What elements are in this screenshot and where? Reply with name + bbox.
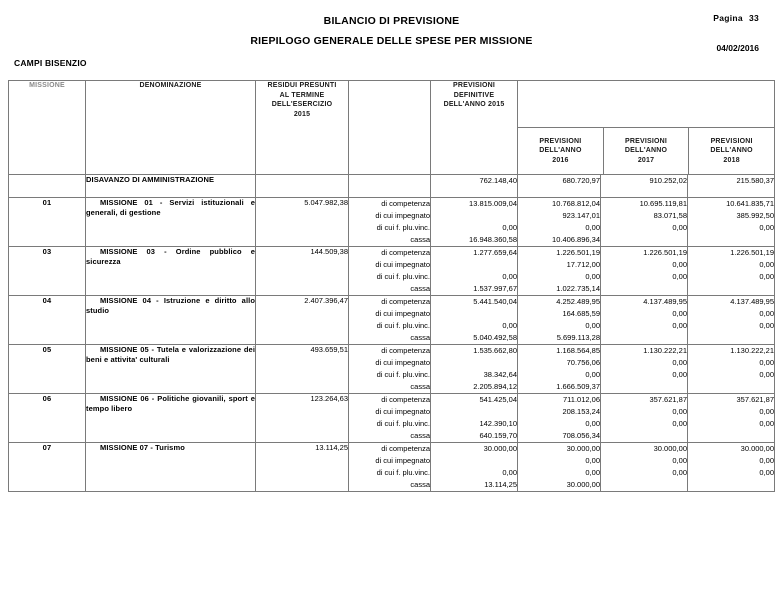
cell-missione: [9, 175, 86, 198]
val-2016-competenza: 1.226.501,19: [556, 248, 600, 257]
cell-denominazione: MISSIONE 05 - Tutela e valorizzazione dei beni e attivita' culturali: [86, 345, 256, 394]
cell-residui: 123.264,63: [256, 394, 349, 443]
cell-missione: 04: [9, 296, 86, 345]
col-header-definitive-line2: DEFINITIVE: [453, 91, 495, 99]
val-definitive-2015-competenza: 1.535.662,80: [473, 346, 517, 355]
row-label-competenza: di competenza: [381, 248, 430, 257]
cell-previsioni-2017: [601, 296, 688, 345]
cell-previsioni-2017: [601, 443, 688, 492]
val-2017-cassa: [601, 430, 687, 442]
val-definitive-2015-fpv: 142.390,10: [479, 419, 517, 428]
cell-previsioni-2018: [688, 296, 775, 345]
val-2017-cassa: [601, 234, 687, 246]
row-label-cassa: cassa: [410, 235, 430, 244]
row-label-cassa: cassa: [410, 480, 430, 489]
row-label-fpv: di cui f. plu.vinc.: [376, 370, 430, 379]
val-2018-fpv: 0,00: [759, 272, 775, 281]
val-2018-cassa: [688, 479, 774, 491]
val-definitive-2015-fpv: 0,00: [502, 468, 517, 477]
cell-previsioni-2017: [601, 394, 688, 443]
val-2018-cassa: [688, 332, 774, 344]
row-label-fpv: di cui f. plu.vinc.: [376, 272, 430, 281]
val-2018-fpv: 0,00: [759, 468, 775, 477]
val-2016-fpv: 0,00: [585, 419, 600, 428]
val-definitive-2015-impegnato: [431, 308, 517, 320]
col-header-previsioni-definitive: [431, 81, 518, 175]
col-header-prev2016-line1: PREVISIONI: [539, 137, 582, 145]
cell-row-labels: [349, 198, 431, 247]
row-label-competenza: di competenza: [381, 297, 430, 306]
table-row: [9, 443, 775, 492]
cell-previsioni-2017: [601, 198, 688, 247]
row-label-cassa: cassa: [410, 284, 430, 293]
table-row: [9, 296, 775, 345]
cell-residui: 493.659,51: [256, 345, 349, 394]
val-definitive-2015-cassa: 1.537.997,67: [473, 284, 517, 293]
cell-residui: 5.047.982,38: [256, 198, 349, 247]
table-body: [9, 175, 775, 492]
col-header-residui-line4: 2015: [293, 110, 311, 118]
col-header-prev2018-line3: 2018: [723, 156, 740, 164]
val-2018-impegnato: 0,00: [759, 407, 775, 416]
page-label: Pagina: [713, 13, 743, 23]
val-2016-competenza: 10.768.812,04: [552, 199, 600, 208]
row-label-cassa: cassa: [410, 333, 430, 342]
val-2018-competenza: 1.130.222,21: [730, 346, 775, 355]
cell-residui: 13.114,25: [256, 443, 349, 492]
val-2018-impegnato: 0,00: [759, 358, 775, 367]
cell-denominazione: MISSIONE 07 - Turismo: [86, 443, 256, 492]
val-definitive-2015-fpv: 0,00: [502, 223, 517, 232]
cell-previsioni-2018: [688, 247, 775, 296]
cell-previsioni-definitive-2015: [431, 296, 518, 345]
row-label-fpv: di cui f. plu.vinc.: [376, 321, 430, 330]
cell-residui: [256, 175, 349, 198]
document-title: BILANCIO DI PREVISIONE: [323, 15, 460, 27]
row-label-impegnato: di cui impegnato: [375, 358, 430, 367]
cell-previsioni-definitive-2015: [431, 345, 518, 394]
cell-row-labels: [349, 247, 431, 296]
val-2017-fpv: 0,00: [672, 272, 687, 281]
row-label-cassa: cassa: [410, 382, 430, 391]
val-definitive-2015-cassa: 5.040.492,58: [473, 333, 517, 342]
val-2018-cassa: [688, 381, 774, 393]
val-2016-impegnato: 164.685,59: [562, 309, 600, 318]
cell-previsioni-2018: [688, 198, 775, 247]
row-label-competenza: di competenza: [381, 199, 430, 208]
cell-row-labels: [349, 443, 431, 492]
col-header-denominazione: [86, 81, 256, 175]
document-subtitle: RIEPILOGO GENERALE DELLE SPESE PER MISSIONE: [250, 35, 533, 47]
val-2018-fpv: 0,00: [759, 321, 775, 330]
val-2016-impegnato: 923.147,01: [562, 211, 600, 220]
val-2016-competenza: 4.252.489,95: [556, 297, 600, 306]
cell-previsioni-definitive-2015: [431, 443, 518, 492]
col-header-definitive-line3: DELL'ANNO 2015: [443, 101, 505, 108]
document-date: 04/02/2016: [716, 43, 759, 53]
table-row: [9, 345, 775, 394]
val-2017-competenza: 1.130.222,21: [643, 346, 687, 355]
col-header-prev2017-line2: DELL'ANNO: [624, 147, 668, 155]
col-header-prev2017-line3: 2017: [637, 156, 655, 164]
page-number-value: 33: [748, 13, 759, 23]
val-2017-cassa: [601, 381, 687, 393]
spese-per-missione-table: [8, 80, 775, 492]
cell-previsioni-definitive-2015: 762.148,40: [431, 175, 518, 198]
page-number: [713, 13, 759, 23]
row-label-impegnato: di cui impegnato: [375, 456, 430, 465]
table-header: [9, 81, 775, 175]
val-2016-cassa: 1.022.735,14: [556, 284, 600, 293]
cell-missione: 06: [9, 394, 86, 443]
val-2016-cassa: 30.000,00: [566, 480, 600, 489]
val-definitive-2015-cassa: 16.948.360,58: [469, 235, 517, 244]
cell-previsioni-2016: [518, 198, 601, 247]
val-2017-impegnato: 83.071,58: [653, 211, 687, 220]
val-2016-cassa: 5.699.113,28: [556, 333, 600, 342]
val-2016-impegnato: 70.756,06: [566, 358, 600, 367]
cell-denominazione: MISSIONE 06 - Politiche giovanili, sport e tempo libero: [86, 394, 256, 443]
val-2018-cassa: [688, 283, 774, 295]
val-definitive-2015-competenza: 541.425,04: [479, 395, 517, 404]
val-definitive-2015-impegnato: [431, 357, 517, 369]
val-definitive-2015-competenza: 13.815.009,04: [469, 199, 517, 208]
cell-missione: 01: [9, 198, 86, 247]
val-2017-impegnato: 0,00: [672, 260, 687, 269]
val-2018-impegnato: 0,00: [759, 456, 775, 465]
val-definitive-2015-fpv: 0,00: [502, 321, 517, 330]
val-2017-fpv: 0,00: [672, 223, 687, 232]
val-2016-fpv: 0,00: [585, 272, 600, 281]
table-header-row: [9, 81, 775, 175]
val-2016-fpv: 0,00: [585, 321, 600, 330]
val-definitive-2015-cassa: 640.159,70: [479, 431, 517, 440]
col-header-prev-2017: [603, 128, 688, 175]
cell-row-labels: [349, 296, 431, 345]
val-definitive-2015-impegnato: [431, 210, 517, 222]
val-definitive-2015-fpv: 38.342,64: [483, 370, 517, 379]
cell-denominazione: MISSIONE 04 - Istruzione e diritto allo studio: [86, 296, 256, 345]
val-definitive-2015-impegnato: [431, 455, 517, 467]
val-2016-cassa: 708.056,34: [562, 431, 600, 440]
col-header-residui-line1: RESIDUI PRESUNTI: [267, 82, 337, 89]
col-header-denominazione-label: DENOMINAZIONE: [139, 82, 202, 89]
cell-missione: 05: [9, 345, 86, 394]
row-label-impegnato: di cui impegnato: [375, 407, 430, 416]
val-2018-competenza: 357.621,87: [736, 395, 775, 404]
val-definitive-2015-impegnato: [431, 406, 517, 418]
row-label-cassa: cassa: [410, 431, 430, 440]
entity-name: CAMPI BISENZIO: [14, 58, 87, 68]
row-label-fpv: di cui f. plu.vinc.: [376, 223, 430, 232]
val-2018-cassa: [688, 234, 774, 246]
col-header-prev2018-line2: DELL'ANNO: [710, 147, 753, 155]
val-2017-competenza: 30.000,00: [653, 444, 687, 453]
group-year-row: [518, 128, 774, 175]
cell-previsioni-definitive-2015: [431, 394, 518, 443]
cell-previsioni-2018: 215.580,37: [688, 175, 775, 198]
val-2017-impegnato: 0,00: [672, 309, 687, 318]
cell-previsioni-2016: 680.720,97: [518, 175, 601, 198]
cell-previsioni-2016: [518, 345, 601, 394]
col-header-residui: [256, 81, 349, 175]
val-2017-fpv: 0,00: [672, 419, 687, 428]
cell-row-labels: [349, 175, 431, 198]
val-2017-cassa: [601, 283, 687, 295]
val-2018-cassa: [688, 430, 774, 442]
title-block: [0, 14, 783, 48]
val-definitive-2015-impegnato: [431, 259, 517, 271]
col-header-prev2016-line3: 2016: [552, 156, 569, 164]
cell-residui: 2.407.396,47: [256, 296, 349, 345]
col-header-previsioni-group: [518, 81, 775, 175]
val-definitive-2015-cassa: 2.205.894,12: [473, 382, 517, 391]
row-label-impegnato: di cui impegnato: [375, 260, 430, 269]
cell-previsioni-2017: [601, 345, 688, 394]
row-label-fpv: di cui f. plu.vinc.: [376, 419, 430, 428]
val-2016-competenza: 30.000,00: [566, 444, 600, 453]
val-2017-cassa: [601, 479, 687, 491]
cell-missione: 07: [9, 443, 86, 492]
table-row: [9, 394, 775, 443]
cell-previsioni-2016: [518, 247, 601, 296]
val-2016-cassa: 1.666.509,37: [556, 382, 600, 391]
cell-previsioni-definitive-2015: [431, 247, 518, 296]
table-row: [9, 198, 775, 247]
col-header-prev2018-line1: PREVISIONI: [710, 137, 753, 145]
col-header-row-labels: [349, 81, 431, 175]
row-label-competenza: di competenza: [381, 395, 430, 404]
group-spacer-cell: [518, 81, 774, 128]
val-2018-impegnato: 385.992,50: [736, 211, 775, 220]
val-2017-impegnato: 0,00: [672, 358, 687, 367]
col-header-missione-label: MISSIONE: [29, 82, 65, 89]
val-2017-competenza: 357.621,87: [649, 395, 687, 404]
cell-previsioni-2017: [601, 247, 688, 296]
col-header-residui-line2: AL TERMINE: [279, 91, 325, 99]
col-header-prev-2018: [689, 128, 774, 175]
val-2016-competenza: 1.168.564,85: [556, 346, 600, 355]
val-2017-fpv: 0,00: [672, 468, 687, 477]
cell-row-labels: [349, 345, 431, 394]
val-2017-competenza: 4.137.489,95: [643, 297, 687, 306]
page-header: [0, 0, 783, 78]
val-2016-fpv: 0,00: [585, 468, 600, 477]
cell-previsioni-2016: [518, 394, 601, 443]
val-2018-impegnato: 0,00: [759, 309, 775, 318]
cell-denominazione: MISSIONE 03 - Ordine pubblico e sicurezza: [86, 247, 256, 296]
val-2017-impegnato: 0,00: [672, 407, 687, 416]
val-2018-fpv: 0,00: [759, 419, 775, 428]
val-2018-fpv: 0,00: [759, 223, 775, 232]
val-2016-impegnato: 0,00: [585, 456, 600, 465]
group-spacer-row: [518, 81, 774, 128]
cell-residui: 144.509,38: [256, 247, 349, 296]
val-2018-impegnato: 0,00: [759, 260, 775, 269]
cell-previsioni-2016: [518, 443, 601, 492]
table-row: [9, 247, 775, 296]
val-definitive-2015-fpv: 0,00: [502, 272, 517, 281]
row-label-fpv: di cui f. plu.vinc.: [376, 468, 430, 477]
val-2017-competenza: 1.226.501,19: [643, 248, 687, 257]
val-definitive-2015-competenza: 30.000,00: [483, 444, 517, 453]
val-2016-fpv: 0,00: [585, 370, 600, 379]
val-2016-impegnato: 17.712,00: [566, 260, 600, 269]
col-header-previsioni-group-inner: [518, 81, 774, 174]
val-2017-competenza: 10.695.119,81: [639, 199, 687, 208]
val-2018-competenza: 4.137.489,95: [730, 297, 775, 306]
row-label-competenza: di competenza: [381, 346, 430, 355]
val-2018-fpv: 0,00: [759, 370, 775, 379]
col-header-residui-line3: DELL'ESERCIZIO: [271, 101, 333, 108]
row-label-impegnato: di cui impegnato: [375, 211, 430, 220]
table-row-disavanzo: [9, 175, 775, 198]
cell-row-labels: [349, 394, 431, 443]
cell-previsioni-2016: [518, 296, 601, 345]
val-2017-impegnato: 0,00: [672, 456, 687, 465]
col-header-prev2016-line2: DELL'ANNO: [539, 147, 582, 155]
val-2018-competenza: 30.000,00: [740, 444, 775, 453]
col-header-prev2017-line1: PREVISIONI: [624, 137, 668, 145]
spese-per-missione-table-wrap: [8, 80, 774, 492]
val-2017-fpv: 0,00: [672, 370, 687, 379]
row-label-impegnato: di cui impegnato: [375, 309, 430, 318]
cell-previsioni-2017: 910.252,02: [601, 175, 688, 198]
val-definitive-2015-cassa: 13.114,25: [484, 480, 517, 489]
col-header-missione: [9, 81, 86, 175]
cell-missione: 03: [9, 247, 86, 296]
row-label-competenza: di competenza: [381, 444, 430, 453]
val-2018-competenza: 10.641.835,71: [726, 199, 775, 208]
val-definitive-2015-competenza: 1.277.659,64: [473, 248, 517, 257]
val-2016-competenza: 711.012,06: [563, 395, 600, 404]
val-2018-competenza: 1.226.501,19: [730, 248, 775, 257]
cell-previsioni-definitive-2015: [431, 198, 518, 247]
val-2017-cassa: [601, 332, 687, 344]
val-2016-cassa: 10.406.896,34: [552, 235, 600, 244]
val-2016-impegnato: 208.153,24: [562, 407, 600, 416]
cell-denominazione: MISSIONE 01 - Servizi istituzionali e generali, di gestione: [86, 198, 256, 247]
cell-previsioni-2018: [688, 345, 775, 394]
cell-previsioni-2018: [688, 443, 775, 492]
cell-previsioni-2018: [688, 394, 775, 443]
val-2016-fpv: 0,00: [585, 223, 600, 232]
col-header-definitive-line1: PREVISIONI: [452, 82, 496, 89]
col-header-prev-2016: [518, 128, 603, 175]
val-2017-fpv: 0,00: [672, 321, 687, 330]
cell-denominazione: DISAVANZO DI AMMINISTRAZIONE: [86, 175, 256, 198]
val-definitive-2015-competenza: 5.441.540,04: [473, 297, 517, 306]
